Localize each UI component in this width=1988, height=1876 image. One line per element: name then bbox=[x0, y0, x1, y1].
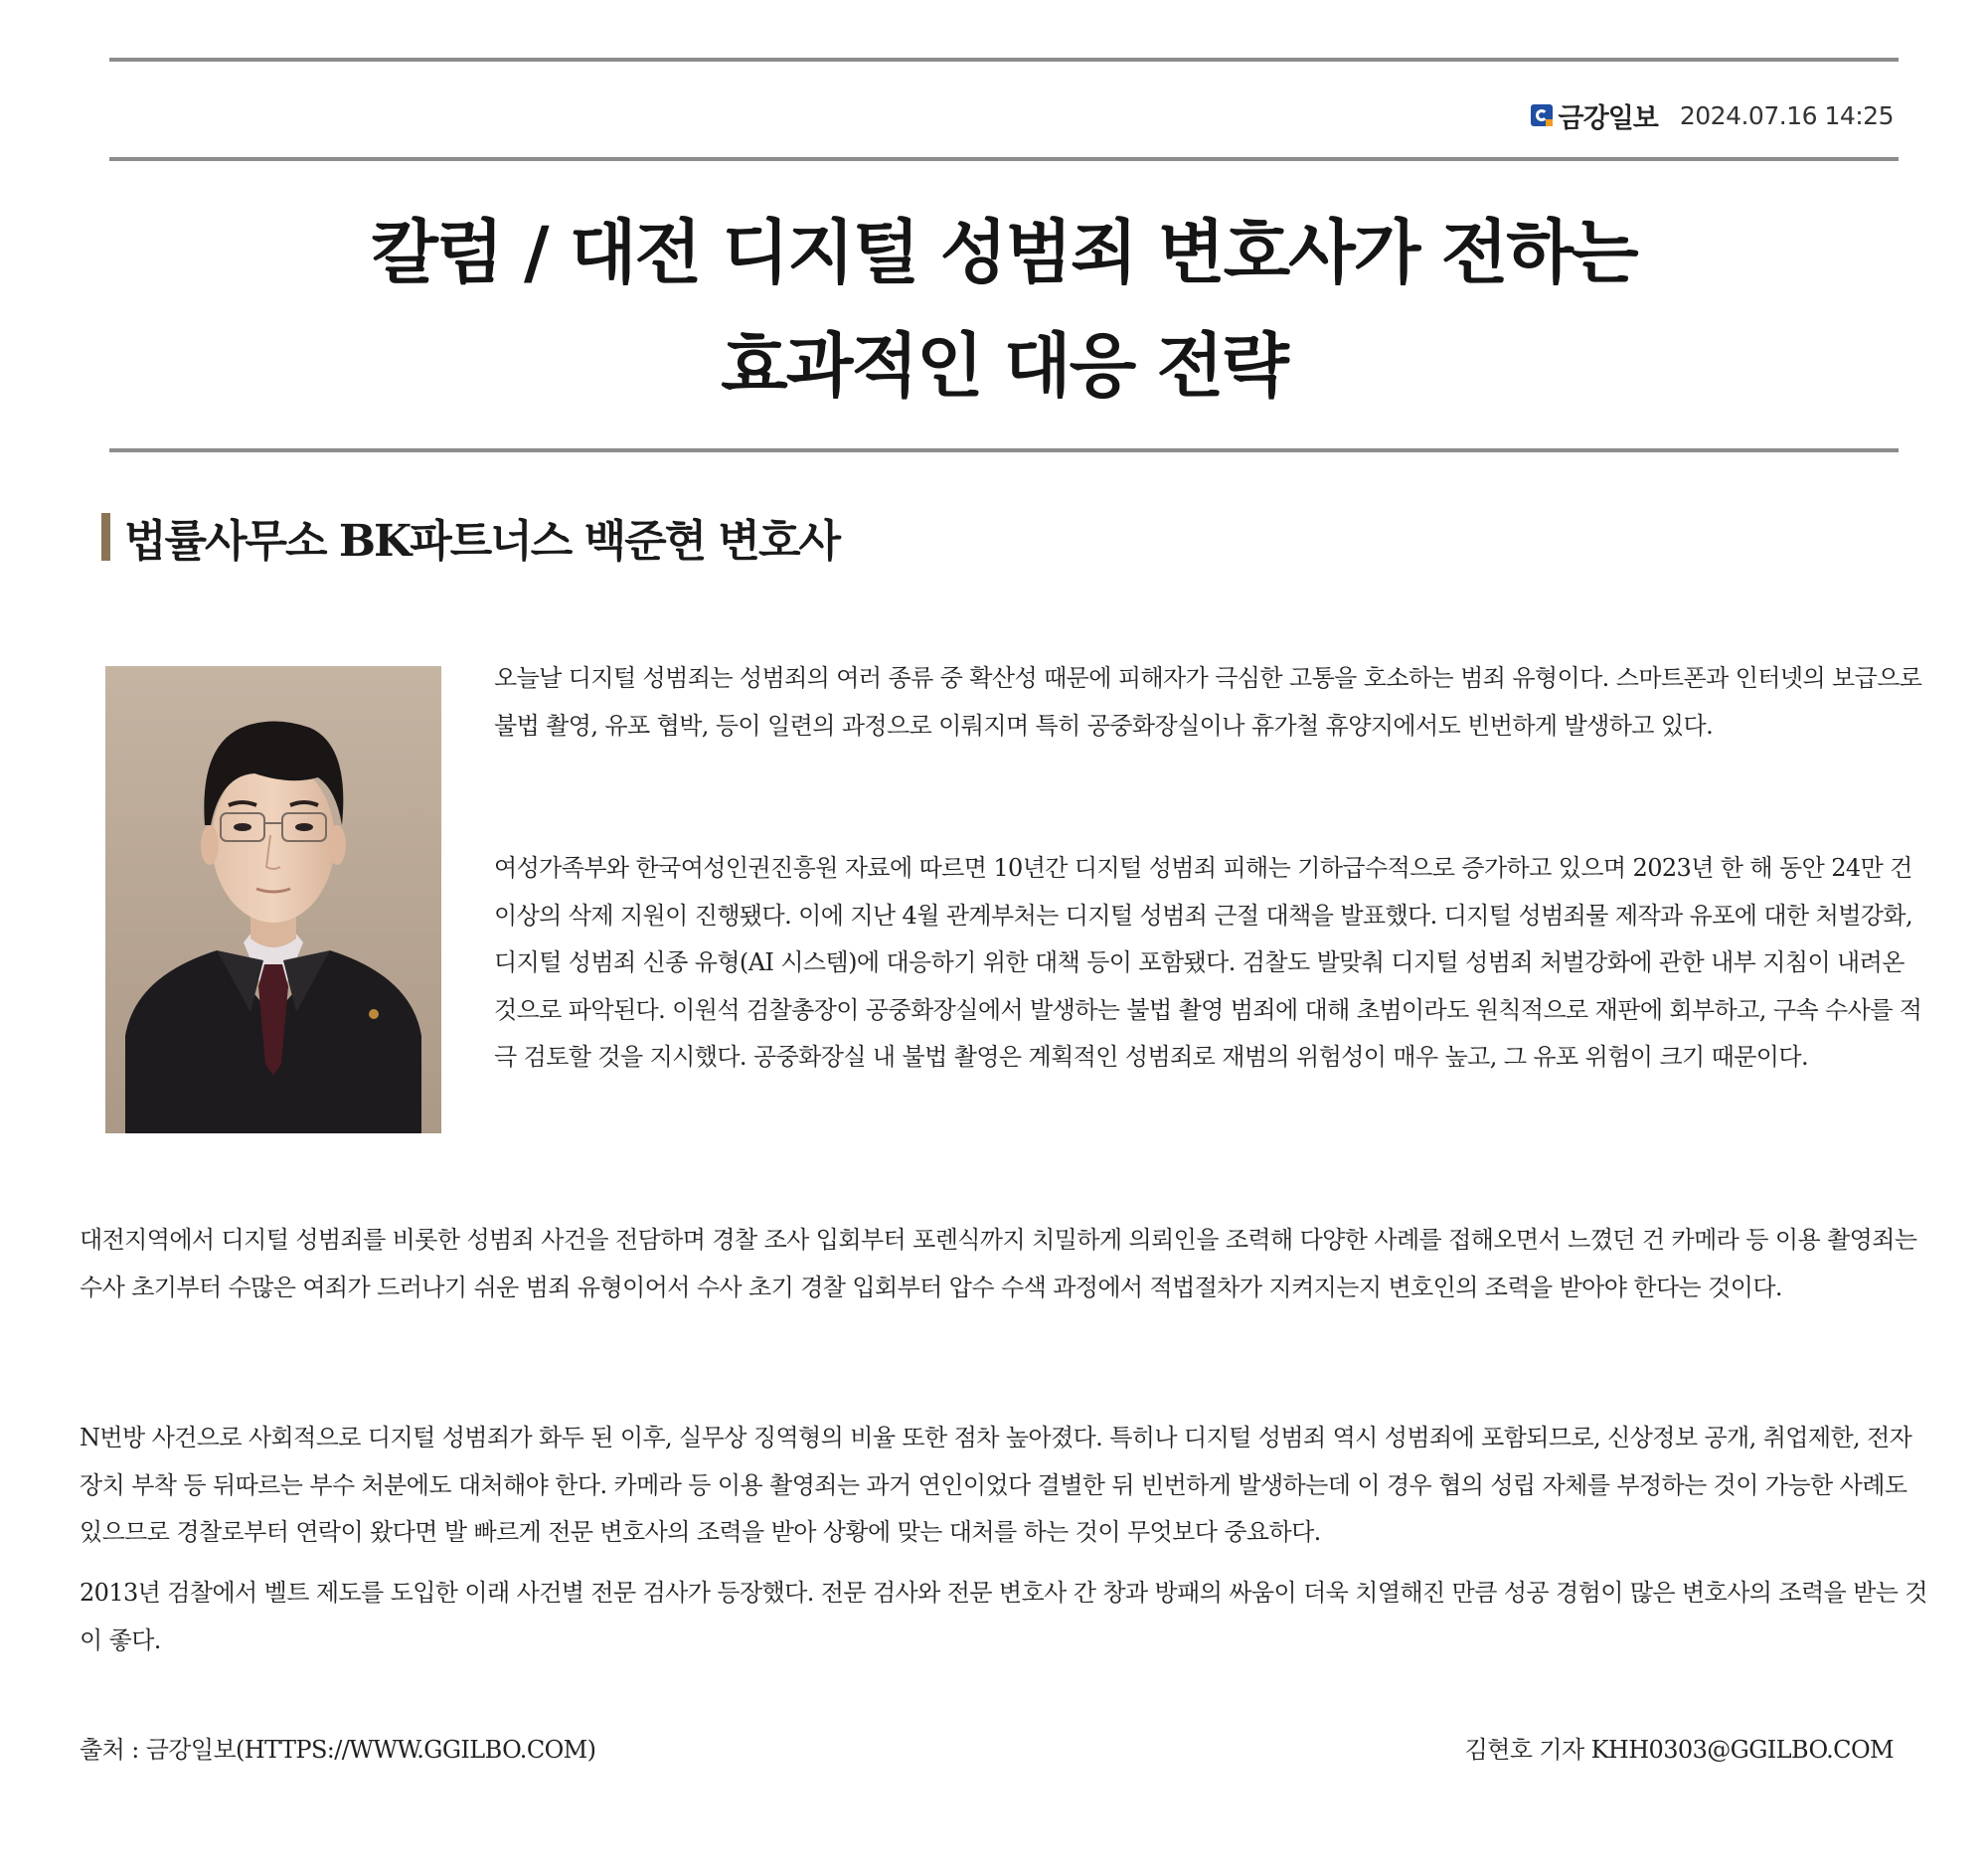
author-byline bbox=[101, 509, 839, 565]
headline-line-1: 칼럼 / 대전 디지털 성범죄 변호사가 전하는 bbox=[371, 211, 1637, 293]
author-name: 법률사무소 BK파트너스 백준현 변호사 bbox=[124, 516, 839, 567]
article-headline bbox=[109, 196, 1899, 423]
author-accent-bar bbox=[101, 513, 110, 561]
article-meta bbox=[1531, 95, 1894, 135]
article-paragraph: 대전지역에서 디지털 성범죄를 비롯한 성범죄 사건을 전담하며 경찰 조사 입회부터 포렌식까지 치밀하게 의뢰인을 조력해 다양한 사례를 접해오면서 느꼈던 건 카메라 등 이용 촬영죄는 수사 초기부터 수많은 여죄가 드러나기 쉬운 범죄 유형이어서 수사 초기 경찰 입회부터 압수 수색 과정에서 적법절차가 지켜지는지 변호인의 조력을 받아야 한다는 것이다. bbox=[80, 1226, 1917, 1301]
author-photo bbox=[105, 666, 441, 1133]
article-paragraph: 2013년 검찰에서 벨트 제도를 도입한 이래 사건별 전문 검사가 등장했다. 전문 검사와 전문 변호사 간 창과 방패의 싸움이 더욱 치열해진 만큼 성공 경험이 많은 변호사의 조력을 받는 것이 좋다. bbox=[80, 1579, 1927, 1654]
headline-divider bbox=[109, 448, 1899, 452]
article-paragraph: N번방 사건으로 사회적으로 디지털 성범죄가 화두 된 이후, 실무상 징역형의 비율 또한 점차 높아졌다. 특히나 디지털 성범죄 역시 성범죄에 포함되므로, 신상정보 공개, 취업제한, 전자장치 부착 등 뒤따르는 부수 처분에도 대처해야 한다. 카메라 등 이용 촬영죄는 과거 연인이었다 결별한 뒤 빈번하게 발생하는데 이 경우 협의 성립 자체를 부정하는 것이 가능한 사례도 있으므로 경찰로부터 연락이 왔다면 발 빠르게 전문 변호사의 조력을 받아 상황에 맞는 대처를 하는 것이 무엇보다 중요하다. bbox=[80, 1424, 1912, 1546]
headline-line-2: 효과적인 대응 전략 bbox=[721, 324, 1287, 407]
publisher-logo[interactable] bbox=[1531, 96, 1658, 135]
header-divider bbox=[109, 157, 1899, 161]
publisher-logo-icon bbox=[1531, 104, 1553, 126]
publisher-name: 금강일보 bbox=[1558, 102, 1658, 134]
article-paragraph: 오늘날 디지털 성범죄는 성범죄의 여러 종류 중 확산성 때문에 피해자가 극심한 고통을 호소하는 범죄 유형이다. 스마트폰과 인터넷의 보급으로 불법 촬영, 유포 협박, 등이 일련의 과정으로 이뤄지며 특히 공중화장실이나 휴가철 휴양지에서도 빈번하게 발생하고 있다. bbox=[494, 664, 1922, 740]
publish-datetime: 2024.07.16 14:25 bbox=[1679, 100, 1894, 130]
article-paragraph: 여성가족부와 한국여성인권진흥원 자료에 따르면 10년간 디지털 성범죄 피해는 기하급수적으로 증가하고 있으며 2023년 한 해 동안 24만 건 이상의 삭제 지원이 진행됐다. 이에 지난 4월 관계부처는 디지털 성범죄 근절 대책을 발표했다. 디지털 성범죄물 제작과 유포에 대한 처벌강화, 디지털 성범죄 신종 유형(AI 시스템)에 대응하기 위한 대책 등이 포함됐다. 검찰도 발맞춰 디지털 성범죄 처벌강화에 관한 내부 지침이 내려온 것으로 파악된다. 이원석 검찰총장이 공중화장실에서 발생하는 불법 촬영 범죄에 대해 초범이라도 원칙적으로 재판에 회부하고, 구속 수사를 적극 검토할 것을 지시했다. 공중화장실 내 불법 촬영은 계획적인 성범죄로 재범의 위험성이 매우 높고, 그 유포 위험이 크기 때문이다. bbox=[494, 854, 1922, 1071]
top-divider bbox=[109, 58, 1899, 62]
source-credit[interactable]: 출처 : 금강일보(HTTPS://WWW.GGILBO.COM) bbox=[80, 1736, 596, 1764]
reporter-credit[interactable]: 김현호 기자 KHH0303@GGILBO.COM bbox=[1464, 1736, 1894, 1764]
